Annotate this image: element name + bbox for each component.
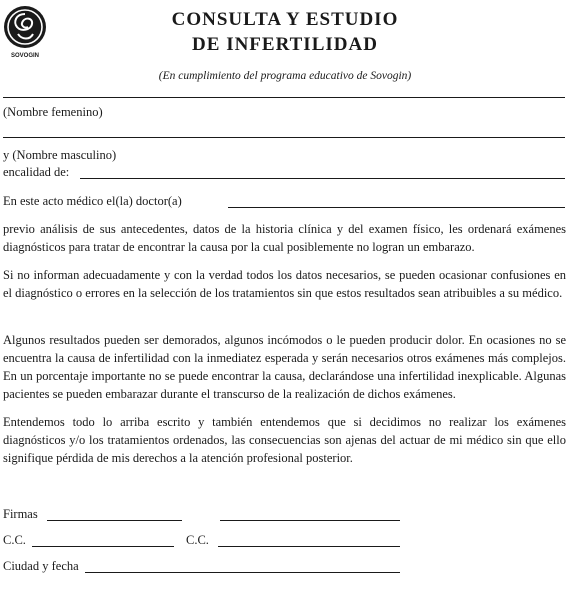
paragraph-2: Si no informan adecuadamente y con la verdad todos los datos necesarios, se pueden ocasionar confusiones en el diagnóstico o errores en la selección de los tratamientos sin que estos resultados sean atribuibles a su médico. [3,268,566,300]
top-rule [3,97,565,98]
signature-line-1[interactable] [47,520,182,521]
paragraph-3: Algunos resultados pueden ser demorados, algunos incómodos o le pueden producir dolor. En ocasiones no se encuentra la causa de infertilidad con la inmediatez esperada y serán necesarios otros exámenes más complejos. En un porcentaje importante no se puede encontrar la causa, declarándose una infertilidad inexplicable. Algunas pacientes se pueden embarazar durante el transcurso de la realización de dichos exámenes. [3,333,566,401]
paragraph-4: Entendemos todo lo arriba escrito y también entendemos que si decidimos no realizar los exámenes diagnósticos y/o los tratamientos ordenados, las consecuencias son ajenas del actuar de mi médico sin que ello signifique pérdida de mis derechos a la atención profesional posterior. [3,415,566,465]
locality-line[interactable] [80,178,565,179]
ciudad-fecha-label: Ciudad y fecha [3,559,79,573]
cc-label-2: C.C. [186,533,209,547]
sovogin-logo [2,4,48,60]
subtitle: (En cumplimiento del programa educativo de Sovogin) [158,70,412,82]
logo-text: SOVOGIN [10,53,40,59]
firmas-label: Firmas [3,507,38,521]
doctor-label: En este acto médico el(la) doctor(a) [3,194,182,208]
doctor-line[interactable] [228,207,565,208]
cc-label-1: C.C. [3,533,26,547]
title-line-1: CONSULTA Y ESTUDIO [171,9,399,30]
female-name-label: (Nombre femenino) [3,105,103,119]
male-name-label: y (Nombre masculino) [3,148,117,162]
paragraph-1: previo análisis de sus antecedentes, datos de la historia clínica y del examen físico, les ordenará exámenes diagnósticos para tratar de encontrar la causa por la cual posiblemente no logran un embarazo. [3,222,566,254]
ciudad-fecha-line[interactable] [85,572,400,573]
signature-line-2[interactable] [220,520,400,521]
title-line-2: DE INFERTILIDAD [192,34,378,55]
cc-line-2[interactable] [218,546,400,547]
locality-label: encalidad de: [3,165,70,179]
female-name-line[interactable] [3,137,565,138]
cc-line-1[interactable] [32,546,174,547]
